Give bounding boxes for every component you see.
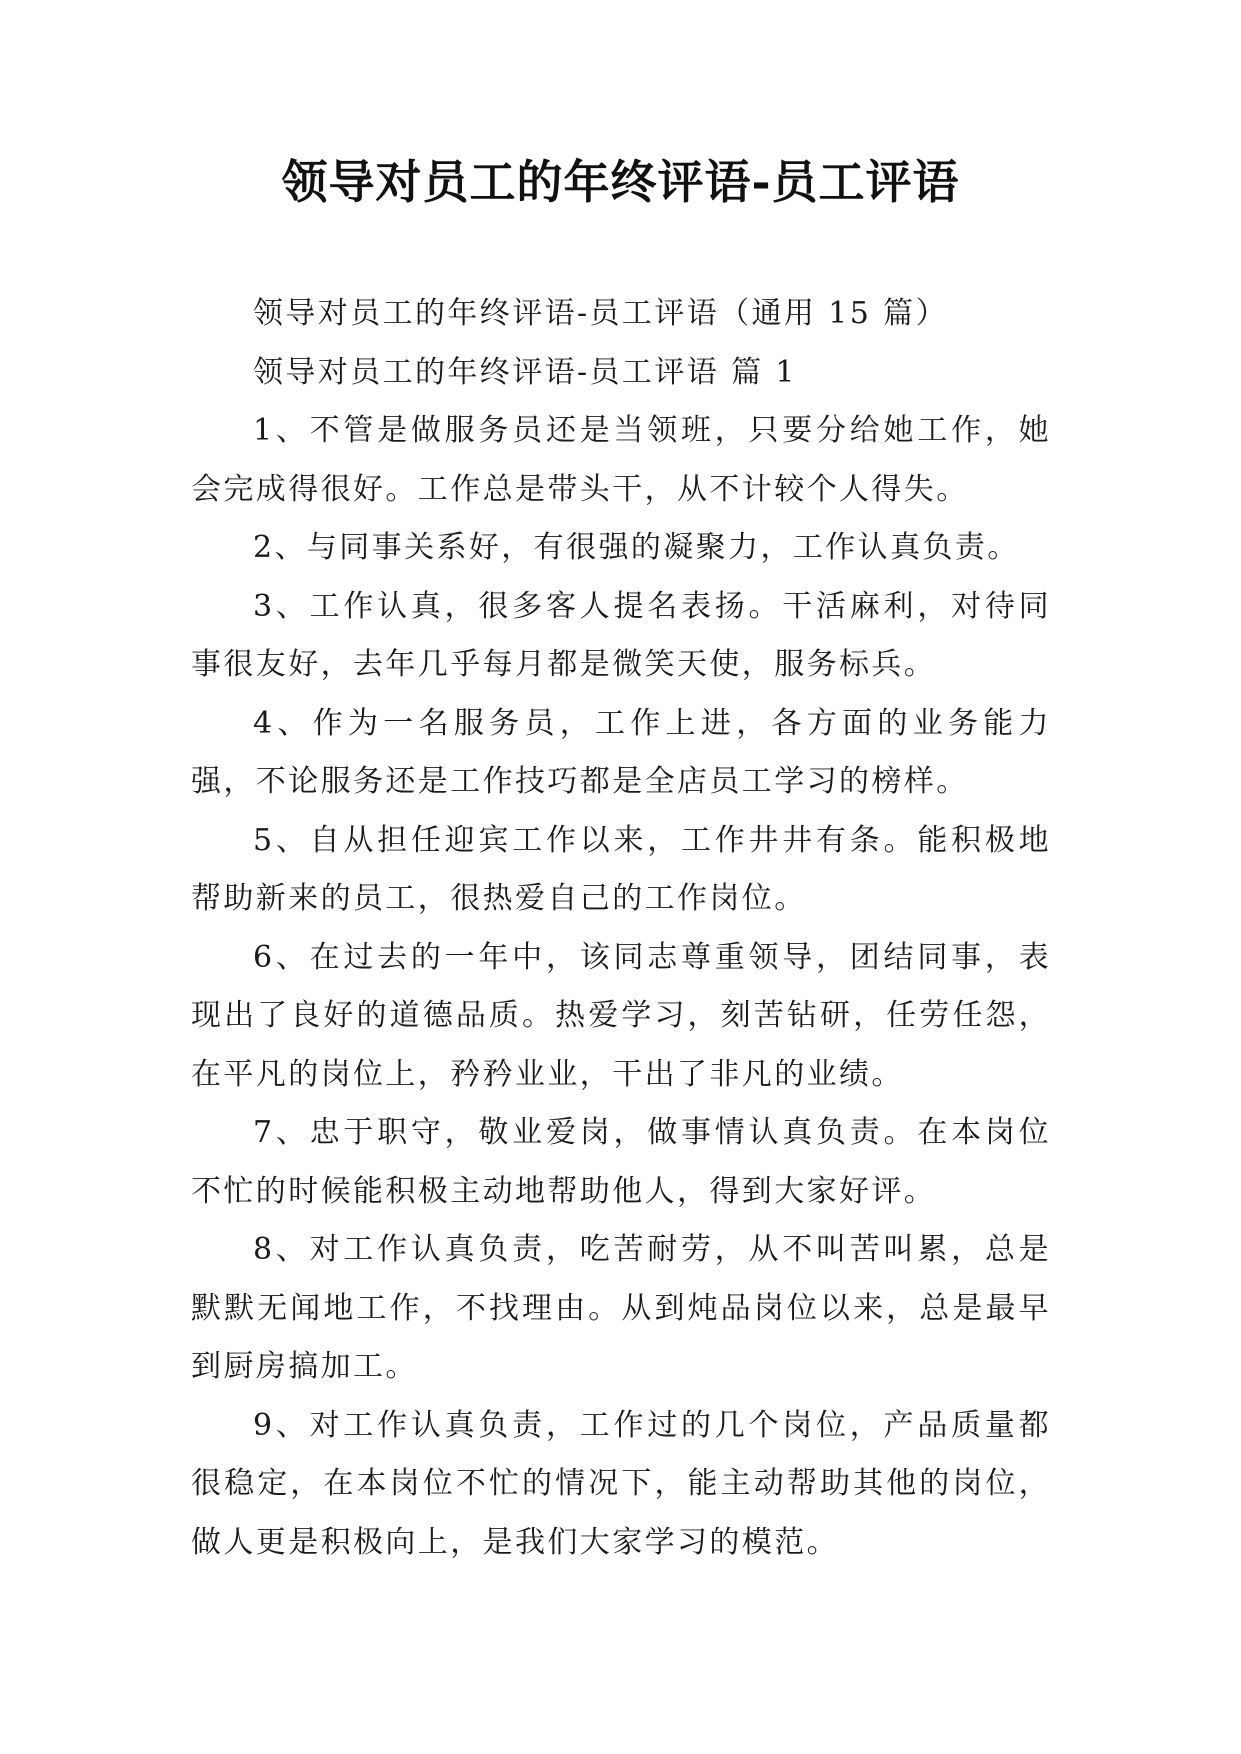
paragraph-item-3: 3、工作认真，很多客人提名表扬。干活麻利，对待同事很友好，去年几乎每月都是微笑天使，服务标兵。 xyxy=(191,588,1051,682)
document-body xyxy=(191,285,1051,1572)
paragraph-item-4: 4、作为一名服务员，工作上进，各方面的业务能力强，不论服务还是工作技巧都是全店员工学习的榜样。 xyxy=(191,705,1051,799)
document-title: 领导对员工的年终评语-员工评语 xyxy=(281,155,960,209)
paragraph-item-5: 5、自从担任迎宾工作以来，工作井井有条。能积极地帮助新来的员工，很热爱自己的工作岗位。 xyxy=(191,822,1051,916)
paragraph-item-9: 9、对工作认真负责，工作过的几个岗位，产品质量都很稳定，在本岗位不忙的情况下，能主动帮助其他的岗位，做人更是积极向上，是我们大家学习的模范。 xyxy=(191,1407,1051,1560)
paragraph-item-2: 2、与同事关系好，有很强的凝聚力，工作认真负责。 xyxy=(253,530,1020,565)
paragraph-item-1: 1、不管是做服务员还是当领班，只要分给她工作，她会完成得很好。工作总是带头干，从不计较个人得失。 xyxy=(191,413,1051,507)
paragraph-item-6: 6、在过去的一年中，该同志尊重领导，团结同事，表现出了良好的道德品质。热爱学习，刻苦钻研，任劳任怨，在平凡的岗位上，矜矜业业，干出了非凡的业绩。 xyxy=(191,939,1051,1092)
paragraph-section-heading: 领导对员工的年终评语-员工评语 篇 1 xyxy=(253,354,797,390)
paragraph-item-8: 8、对工作认真负责，吃苦耐劳，从不叫苦叫累，总是默默无闻地工作，不找理由。从到炖品岗位以来，总是最早到厨房搞加工。 xyxy=(191,1232,1051,1384)
paragraph-item-7: 7、忠于职守，敬业爱岗，做事情认真负责。在本岗位不忙的时候能积极主动地帮助他人，得到大家好评。 xyxy=(191,1115,1051,1209)
paragraph-subtitle: 领导对员工的年终评语-员工评语（通用 15 篇） xyxy=(253,296,948,331)
